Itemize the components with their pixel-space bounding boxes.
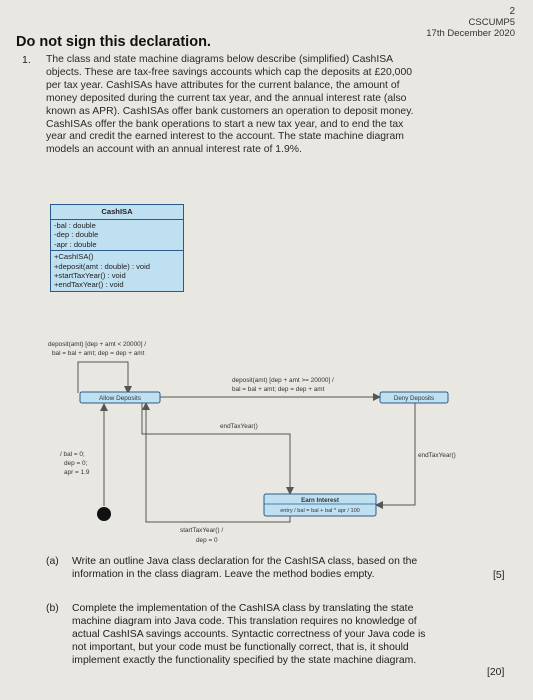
part-a-text	[72, 556, 417, 582]
part-b-marks: [20]	[487, 667, 505, 678]
page-number: 2	[509, 6, 515, 17]
to-deny-label-2: bal = bal + amt; dep = dep + amt	[232, 386, 325, 393]
intro-line: per tax year. CashISAs have attributes for the current balance, the amount of	[46, 79, 400, 91]
start-tax-year-transition	[146, 403, 290, 544]
part-b-line: implement exactly the functionality specified by the state machine diagram.	[72, 654, 417, 666]
warning-heading: Do not sign this declaration.	[16, 34, 211, 50]
intro-line: The class and state machine diagrams below describe (simplified) CashISA	[46, 54, 394, 65]
attribute: -dep : double	[54, 230, 99, 240]
attribute: -bal : double	[54, 221, 96, 230]
to-deny-label-1: deposit(amt) [dep + amt >= 20000] /	[232, 377, 334, 384]
state-allow-deposits	[80, 392, 160, 403]
operation: +CashISA()	[54, 252, 94, 262]
self-loop-label-2: bal = bal + amt; dep = dep + amt	[52, 350, 145, 357]
start-label-1: startTaxYear() /	[180, 527, 224, 534]
part-a-marks: [5]	[493, 570, 505, 581]
allow-end-tax-year-transition	[142, 403, 290, 494]
part-b-line: actual CashISA savings accounts. Syntactic correctness of your Java code is	[72, 628, 426, 640]
state-earn-name: Earn Interest	[301, 497, 339, 504]
operation: +startTaxYear() : void	[54, 271, 126, 281]
course-code: CSCUMP5	[468, 17, 515, 28]
self-loop-label-1: deposit(amt) [dep + amt < 20000] /	[48, 341, 147, 348]
self-loop-transition	[48, 341, 146, 393]
deny-end-label: endTaxYear()	[418, 452, 456, 459]
state-earn-interest	[264, 494, 376, 516]
intro-line: CashISAs offer the bank operations to start a new tax year, and to end the tax	[46, 118, 404, 130]
intro-line: objects. These are tax-free savings accounts which cap the deposits at £20,000	[46, 66, 413, 78]
part-a-line: information in the class diagram. Leave the method bodies empty.	[72, 568, 375, 580]
exam-date: 17th December 2020	[426, 28, 515, 39]
part-b-line: machine diagram into Java code. This translation requires no knowledge of	[72, 615, 417, 627]
state-deny-name: Deny Deposits	[393, 395, 435, 402]
initial-transition	[60, 404, 111, 521]
part-b-line: Complete the implementation of the CashISA class by translating the state	[72, 603, 414, 614]
allow-end-label: endTaxYear()	[220, 423, 258, 430]
intro-line: year and credit the earned interest to the account. The state machine diagram	[46, 131, 404, 143]
part-a-line: Write an outline Java class declaration for the CashISA class, based on the	[72, 556, 418, 567]
operation: +deposit(amt : double) : void	[54, 261, 151, 271]
part-b-line: not important, but your code must be functionally correct, that is, it should	[72, 641, 409, 653]
intro-line: money deposited during the current tax year, and the annual interest rate (also	[46, 92, 407, 104]
intro-line: models an account with an annual interest rate of 1.9%.	[46, 144, 302, 156]
start-label-2: dep = 0	[196, 537, 218, 544]
operation: +endTaxYear() : void	[54, 280, 124, 290]
part-b-text	[72, 603, 425, 668]
intro-line: known as APR). CashISAs offer bank customers an operation to deposit money.	[46, 105, 414, 117]
to-deny-transition	[160, 377, 380, 397]
question-number: 1.	[22, 54, 31, 66]
init-label-3: apr = 1.9	[64, 469, 90, 476]
state-deny-deposits	[380, 392, 448, 403]
state-allow-name: Allow Deposits	[99, 395, 141, 402]
init-label-1: / bal = 0;	[60, 451, 85, 458]
deny-end-tax-year-transition	[376, 403, 456, 505]
initial-state	[97, 507, 111, 521]
state-earn-entry: entry / bal = bal + bal * apr / 100	[280, 508, 360, 514]
part-b-label: (b)	[46, 603, 59, 614]
class-name: CashISA	[51, 205, 183, 220]
part-a-label: (a)	[46, 556, 59, 567]
attribute: -apr : double	[54, 239, 97, 249]
init-label-2: dep = 0;	[64, 460, 88, 467]
